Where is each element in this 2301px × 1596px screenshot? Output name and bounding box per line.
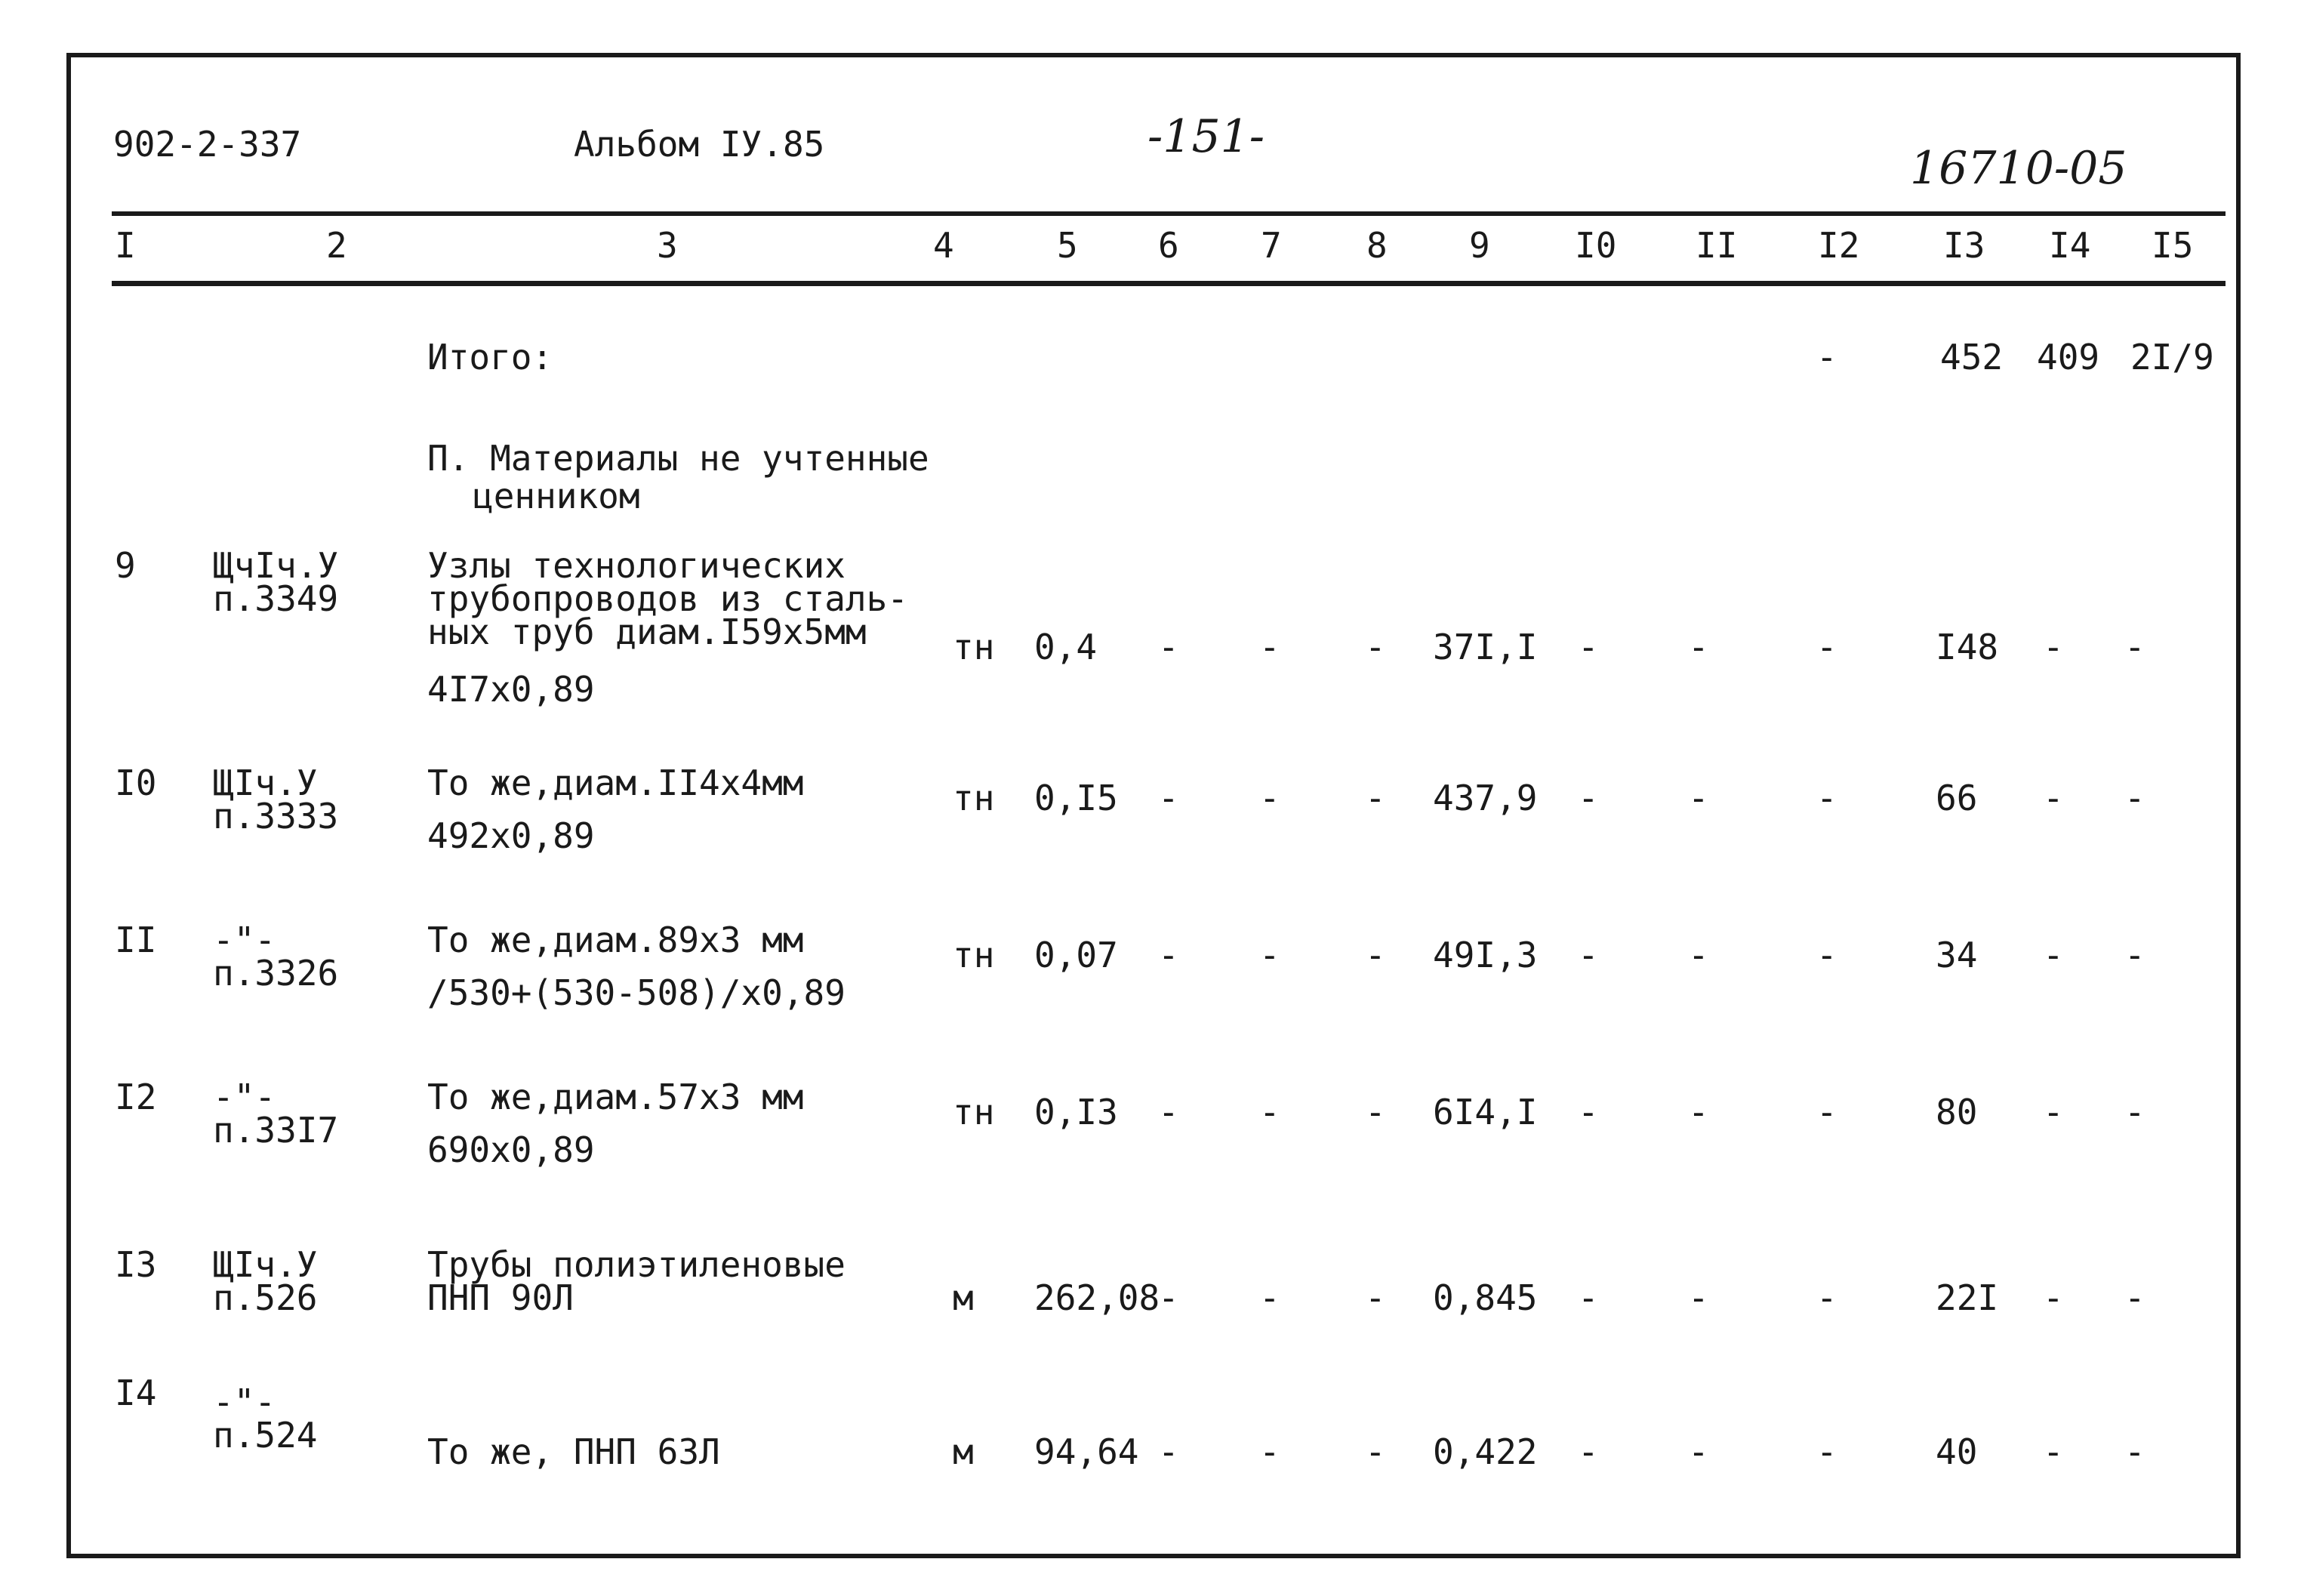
quantity: 0,07: [1034, 935, 1118, 975]
unit: тн: [953, 778, 995, 818]
col8: -: [1365, 1277, 1386, 1318]
total-cost: 22I: [1936, 1277, 1999, 1318]
column-number: 2: [326, 225, 347, 266]
col12: -: [1816, 1277, 1837, 1318]
price-ref-item: п.524: [213, 1415, 318, 1456]
doc-code: 902-2-337: [113, 124, 302, 165]
col6: -: [1158, 935, 1179, 975]
col8: -: [1365, 778, 1386, 818]
col14: -: [2043, 1092, 2064, 1132]
total-col14: 409: [2037, 337, 2100, 377]
section-heading-cont: ценником: [473, 476, 640, 516]
price-ref: -"-: [213, 1077, 276, 1117]
unit: м: [953, 1277, 974, 1318]
col7: -: [1259, 1431, 1280, 1472]
unit-price: 437,9: [1433, 778, 1538, 818]
col6: -: [1158, 778, 1179, 818]
col7: -: [1259, 1277, 1280, 1318]
unit-price: 0,845: [1433, 1277, 1538, 1318]
col15: -: [2124, 1277, 2145, 1318]
unit-price: 0,422: [1433, 1431, 1538, 1472]
col15: -: [2124, 627, 2145, 667]
row-number: I4: [115, 1373, 157, 1413]
total-cost: I48: [1936, 627, 1999, 667]
col8: -: [1365, 1092, 1386, 1132]
col7: -: [1259, 627, 1280, 667]
column-number: 9: [1469, 225, 1490, 266]
price-ref-item: п.3349: [213, 578, 339, 619]
col12: -: [1816, 935, 1837, 975]
col11: -: [1688, 1277, 1709, 1318]
header-rule-top: [112, 211, 2226, 216]
col7: -: [1259, 778, 1280, 818]
total-cost: 66: [1936, 778, 1978, 818]
row-number: I0: [115, 763, 157, 803]
col7: -: [1259, 1092, 1280, 1132]
unit: м: [953, 1431, 974, 1472]
price-ref: -"-: [213, 920, 276, 960]
quantity: 0,4: [1034, 627, 1098, 667]
price-ref-item: п.526: [213, 1277, 318, 1318]
total-label: Итого:: [427, 337, 553, 377]
col12: -: [1816, 1092, 1837, 1132]
col10: -: [1578, 1431, 1599, 1472]
unit-price: 6I4,I: [1433, 1092, 1538, 1132]
col14: -: [2043, 627, 2064, 667]
total-col15: 2I/9: [2130, 337, 2214, 377]
column-number: 4: [933, 225, 954, 266]
col10: -: [1578, 1092, 1599, 1132]
row-calc: 690х0,89: [427, 1129, 595, 1170]
col10: -: [1578, 935, 1599, 975]
total-cost: 40: [1936, 1431, 1978, 1472]
col11: -: [1688, 778, 1709, 818]
row-calc: 492х0,89: [427, 815, 595, 856]
col15: -: [2124, 778, 2145, 818]
row-calc: /530+(530-508)/х0,89: [427, 972, 846, 1013]
col6: -: [1158, 1092, 1179, 1132]
section-heading: П. Материалы не учтенные: [427, 438, 929, 479]
row-description: То же, ПНП 63Л: [427, 1431, 720, 1472]
column-number: I4: [2049, 225, 2091, 266]
col7: -: [1259, 935, 1280, 975]
col12: -: [1816, 627, 1837, 667]
col11: -: [1688, 1431, 1709, 1472]
col6: -: [1158, 1431, 1179, 1472]
price-ref: ЩIч.У: [213, 763, 318, 803]
page-number: -151-: [1147, 110, 1265, 163]
column-number: II: [1696, 225, 1738, 266]
col15: -: [2124, 1092, 2145, 1132]
row-number: I3: [115, 1244, 157, 1285]
column-number: 8: [1366, 225, 1388, 266]
row-description: То же,диам.57х3 мм: [427, 1077, 804, 1117]
column-number: I: [115, 225, 136, 266]
album-label: Альбом IУ.85: [574, 124, 825, 165]
unit-price: 49I,3: [1433, 935, 1538, 975]
quantity: 0,I3: [1034, 1092, 1118, 1132]
col14: -: [2043, 1277, 2064, 1318]
col12: -: [1816, 778, 1837, 818]
price-ref-item: п.33I7: [213, 1110, 339, 1151]
row-description: Трубы полиэтиленовые: [427, 1244, 846, 1285]
quantity: 94,64: [1034, 1431, 1139, 1472]
row-description: То же,диам.89х3 мм: [427, 920, 804, 960]
row-number: II: [115, 920, 157, 960]
unit: тн: [953, 935, 995, 975]
unit: тн: [953, 1092, 995, 1132]
total-col13: 452: [1940, 337, 2004, 377]
col8: -: [1365, 935, 1386, 975]
column-number: I5: [2152, 225, 2194, 266]
col10: -: [1578, 778, 1599, 818]
col15: -: [2124, 935, 2145, 975]
col10: -: [1578, 627, 1599, 667]
price-ref-item: п.3326: [213, 953, 339, 994]
price-ref: ЩIч.У: [213, 1244, 318, 1285]
col8: -: [1365, 1431, 1386, 1472]
column-number: I0: [1575, 225, 1617, 266]
row-description: ПНП 90Л: [427, 1277, 574, 1318]
quantity: 0,I5: [1034, 778, 1118, 818]
col14: -: [2043, 1431, 2064, 1472]
col14: -: [2043, 935, 2064, 975]
price-ref-item: п.3333: [213, 796, 339, 837]
col6: -: [1158, 627, 1179, 667]
col8: -: [1365, 627, 1386, 667]
sheet-code: 16710-05: [1910, 142, 2127, 195]
col11: -: [1688, 1092, 1709, 1132]
row-number: I2: [115, 1077, 157, 1117]
col11: -: [1688, 935, 1709, 975]
col12: -: [1816, 1431, 1837, 1472]
unit-price: 37I,I: [1433, 627, 1538, 667]
row-calc: 4I7х0,89: [427, 669, 595, 710]
total-cost: 34: [1936, 935, 1978, 975]
column-number: I2: [1818, 225, 1860, 266]
price-ref: -"-: [213, 1382, 276, 1422]
row-description: Узлы технологических: [427, 545, 846, 586]
unit: тн: [953, 627, 995, 667]
row-description: ных труб диам.I59х5мм: [427, 612, 867, 652]
price-ref: ЩчIч.У: [213, 545, 339, 586]
row-description: трубопроводов из сталь-: [427, 578, 908, 619]
row-description: То же,диам.II4х4мм: [427, 763, 804, 803]
col15: -: [2124, 1431, 2145, 1472]
page-frame: [66, 53, 2241, 1558]
total-col12: -: [1816, 337, 1837, 377]
column-number: 7: [1261, 225, 1282, 266]
quantity: 262,08: [1034, 1277, 1160, 1318]
column-number: I3: [1943, 225, 1985, 266]
header-rule-bottom: [112, 281, 2226, 286]
row-number: 9: [115, 545, 136, 586]
col11: -: [1688, 627, 1709, 667]
column-number: 3: [657, 225, 678, 266]
col14: -: [2043, 778, 2064, 818]
col10: -: [1578, 1277, 1599, 1318]
col6: -: [1158, 1277, 1179, 1318]
column-number: 5: [1057, 225, 1078, 266]
column-number: 6: [1158, 225, 1179, 266]
total-cost: 80: [1936, 1092, 1978, 1132]
